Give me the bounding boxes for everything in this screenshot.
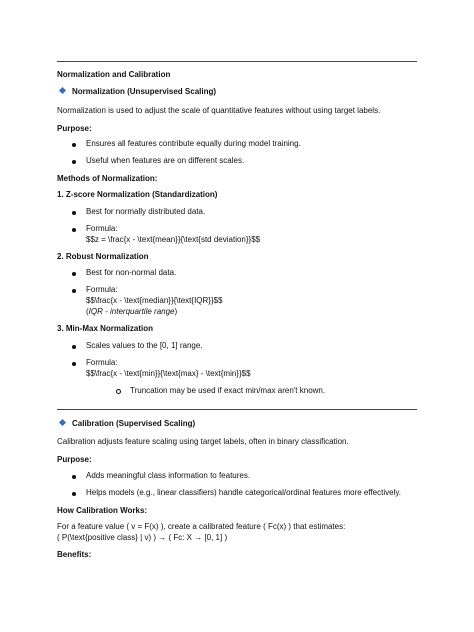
document-heading: Normalization and Calibration [57,70,171,79]
how-calibration-label: How Calibration Works: [57,506,148,515]
method1-bullet: Best for normally distributed data. [86,207,206,216]
method3-bullet: Scales values to the [0, 1] range. [86,341,203,350]
benefits-label: Benefits: [57,550,92,559]
method3-formula: $$\frac{x - \text{min}}{\text{max} - \text{min}}$$ [86,369,251,378]
method2-title: 2. Robust Normalization [57,252,149,261]
how-calibration-line2: ( P(\text{positive class} | v) ) → ( Fc: X → [0, 1] ) [57,533,228,542]
bullet-dot [72,345,76,349]
purpose-item: Ensures all features contribute equally during model training. [86,139,301,148]
calibration-subheading [57,419,195,429]
bullet-dot [72,143,76,147]
method2-bullet: Best for non-normal data. [86,268,177,277]
bullet-dot [72,475,76,479]
purpose-item: Useful when features are on different scales. [86,156,245,165]
calibration-purpose-item: Adds meaningful class information to features. [86,471,251,480]
bullet-dot [72,211,76,215]
method1-formula: $$z = \frac{x - \text{mean}}{\text{std deviation}}$$ [86,235,261,244]
method2-formula-label: Formula: [86,285,118,294]
bullet-dot [72,492,76,496]
diamond-bullet-icon [59,87,66,94]
method2-note-italic: IQR - interquartile range [88,307,175,316]
how-calibration-line1: For a feature value ( v = F(x) ), create a calibrated feature ( Fc(x) ) that estimates: [57,522,346,531]
methods-label: Methods of Normalization: [57,174,158,183]
bullet-dot [72,289,76,293]
method2-formula: $$\frac{x - \text{median}}{\text{IQR}}$$ [86,296,223,305]
bullet-dot [72,272,76,276]
normalization-subheading-text: Normalization (Unsupervised Scaling) [72,87,217,96]
method1-formula-label: Formula: [86,224,118,233]
calibration-purpose-item: Helps models (e.g., linear classifiers) handle categorical/ordinal features more effectively. [86,488,401,497]
bullet-dot [72,228,76,232]
bullet-dot [72,362,76,366]
method1-title: 1. Z-score Normalization (Standardization) [57,190,218,199]
top-divider [57,61,417,62]
calibration-intro: Calibration adjusts feature scaling using target labels, often in binary classification. [57,437,349,446]
method2-note-open: ( [86,307,89,316]
method3-sub-bullet: Truncation may be used if exact min/max aren't known. [130,386,326,395]
sub-bullet-circle [116,389,121,394]
diamond-bullet-icon [59,419,66,426]
method3-formula-label: Formula: [86,358,118,367]
method2-note-close: ) [174,307,178,316]
method3-title: 3. Min-Max Normalization [57,324,154,333]
purpose-label: Purpose: [57,124,92,133]
section-divider [57,409,417,410]
bullet-dot [72,160,76,164]
calibration-purpose-label: Purpose: [57,455,92,464]
method2-note [86,307,177,317]
normalization-subheading [57,87,216,97]
normalization-intro: Normalization is used to adjust the scale of quantitative features without using target labels. [57,106,381,115]
calibration-subheading-text: Calibration (Supervised Scaling) [72,419,196,428]
